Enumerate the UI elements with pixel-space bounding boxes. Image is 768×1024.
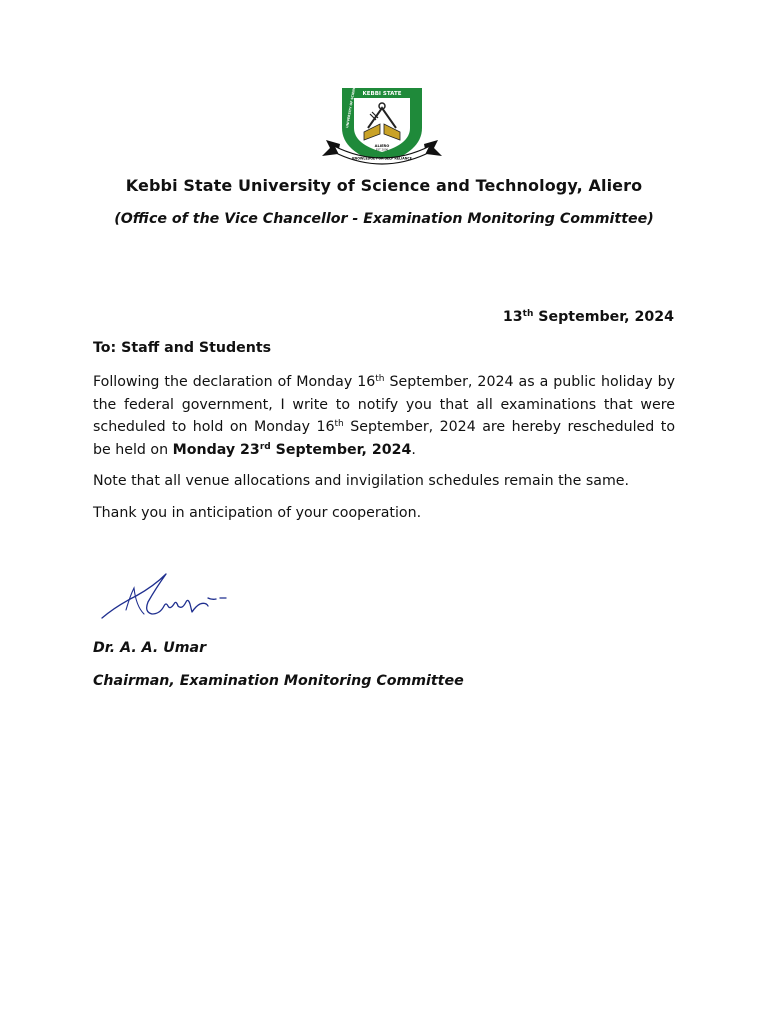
letter-date: 13th September, 2024: [502, 309, 674, 325]
svg-text:KNOWLEDGE FOR SELF RELIANCE: KNOWLEDGE FOR SELF RELIANCE: [352, 156, 412, 161]
svg-text:ALIERO: ALIERO: [374, 144, 390, 148]
venue-note-paragraph: Note that all venue allocations and invigilation schedules remain the same.: [93, 473, 630, 489]
signer-name: Dr. A. A. Umar: [93, 640, 207, 656]
signer-title: Chairman, Examination Monitoring Committee: [93, 673, 464, 689]
office-subtitle: (Office of the Vice Chancellor - Examination Monitoring Committee): [114, 211, 654, 227]
recipient-line: To: Staff and Students: [93, 340, 272, 356]
handwritten-signature: [96, 566, 236, 628]
university-crest-logo: [320, 84, 444, 168]
announcement-paragraph: Following the declaration of Monday 16th September, 2024 as a public holiday by the federal government, I write to notify you that all examinations that were scheduled to hold on Monday 16th September, 2024 are hereby rescheduled to be held on Monday 23rd September, 2024.: [93, 374, 675, 458]
new-exam-date: Monday 23rd September, 2024: [172, 441, 412, 458]
thank-you-paragraph: Thank you in anticipation of your cooperation.: [93, 505, 422, 521]
svg-text:KEBBI STATE: KEBBI STATE: [362, 91, 402, 97]
svg-text:EST 2006: EST 2006: [375, 148, 389, 152]
university-name: Kebbi State University of Science and Technology, Aliero: [125, 176, 643, 195]
